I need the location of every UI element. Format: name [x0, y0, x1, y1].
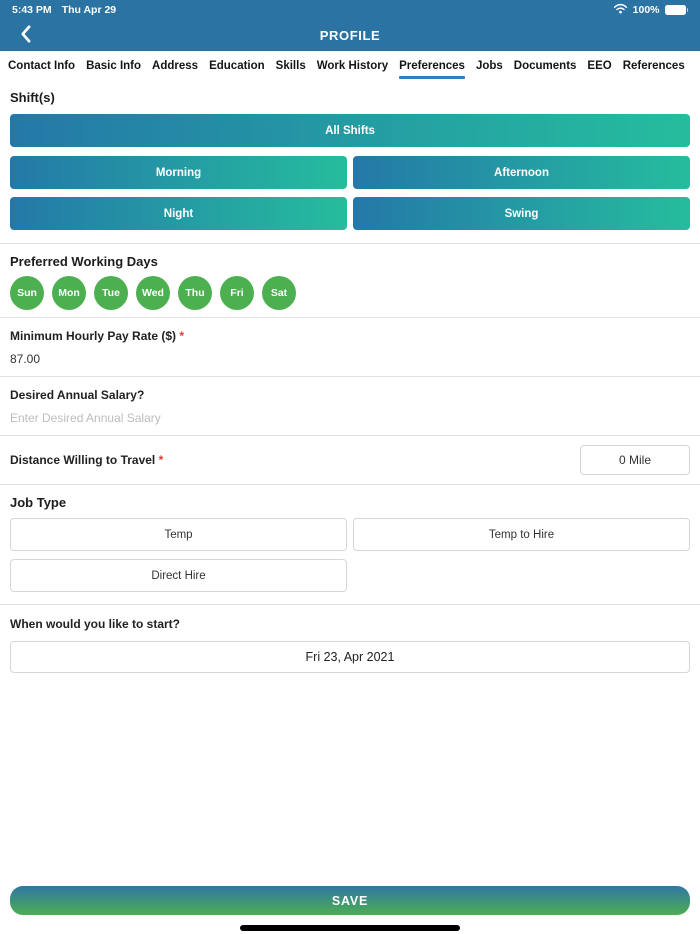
day-sat-button[interactable]: Sat [262, 276, 296, 310]
job-type-title: Job Type [10, 495, 67, 510]
status-bar [0, 0, 700, 20]
salary-label: Desired Annual Salary? [10, 388, 145, 402]
pay-rate-label: Minimum Hourly Pay Rate ($) * [10, 329, 185, 343]
shift-all-shifts-button[interactable]: All Shifts [10, 114, 690, 147]
chevron-left-icon [20, 25, 31, 46]
required-asterisk: * [179, 329, 185, 343]
shift-afternoon-button[interactable]: Afternoon [353, 156, 690, 189]
shift-morning-button[interactable]: Morning [10, 156, 347, 189]
profile-tab-bar [0, 51, 700, 81]
tab-references[interactable]: References [622, 59, 685, 72]
job-type-section [0, 485, 700, 605]
tab-preferences[interactable]: Preferences [399, 52, 465, 81]
start-date-section [0, 605, 700, 687]
home-indicator[interactable] [240, 925, 460, 931]
start-date-label: When would you like to start? [10, 617, 181, 631]
shift-swing-button[interactable]: Swing [353, 197, 690, 230]
day-mon-button[interactable]: Mon [52, 276, 86, 310]
day-tue-button[interactable]: Tue [94, 276, 128, 310]
shifts-title: Shift(s) [10, 90, 55, 105]
day-fri-button[interactable]: Fri [220, 276, 254, 310]
tab-work-history[interactable]: Work History [316, 59, 389, 72]
tab-documents[interactable]: Documents [513, 59, 577, 72]
pay-rate-input[interactable] [10, 352, 690, 366]
salary-input[interactable] [10, 411, 690, 425]
job-type-temp-to-hire-button[interactable]: Temp to Hire [353, 518, 690, 551]
back-button[interactable] [10, 20, 40, 51]
battery-icon [665, 5, 689, 15]
shift-night-button[interactable]: Night [10, 197, 347, 230]
save-button[interactable]: SAVE [10, 886, 690, 915]
shifts-section [0, 81, 700, 244]
tab-jobs[interactable]: Jobs [475, 59, 503, 72]
page-title: PROFILE [319, 28, 381, 43]
day-wed-button[interactable]: Wed [136, 276, 170, 310]
pay-rate-section [0, 318, 700, 377]
tab-education[interactable]: Education [209, 59, 265, 72]
status-date: Thu Apr 29 [61, 4, 117, 16]
job-type-direct-hire-button[interactable]: Direct Hire [10, 559, 347, 592]
tab-skills[interactable]: Skills [275, 59, 306, 72]
distance-label: Distance Willing to Travel * [10, 453, 164, 467]
status-time: 5:43 PM [12, 4, 52, 16]
distance-value-button[interactable]: 0 Mile [580, 445, 690, 475]
distance-section [0, 436, 700, 485]
tab-contact-info[interactable]: Contact Info [8, 59, 76, 72]
battery-percent: 100% [632, 4, 660, 16]
tab-eeo[interactable]: EEO [587, 59, 612, 72]
working-days-section [0, 244, 700, 318]
tab-basic-info[interactable]: Basic Info [86, 59, 142, 72]
required-asterisk: * [158, 453, 164, 467]
start-date-button[interactable]: Fri 23, Apr 2021 [10, 641, 690, 673]
job-type-temp-button[interactable]: Temp [10, 518, 347, 551]
tab-address[interactable]: Address [152, 59, 199, 72]
day-sun-button[interactable]: Sun [10, 276, 44, 310]
footer [10, 886, 690, 915]
salary-section [0, 377, 700, 436]
day-thu-button[interactable]: Thu [178, 276, 212, 310]
nav-header [0, 20, 700, 51]
wifi-icon [613, 3, 628, 17]
working-days-title: Preferred Working Days [10, 254, 158, 269]
